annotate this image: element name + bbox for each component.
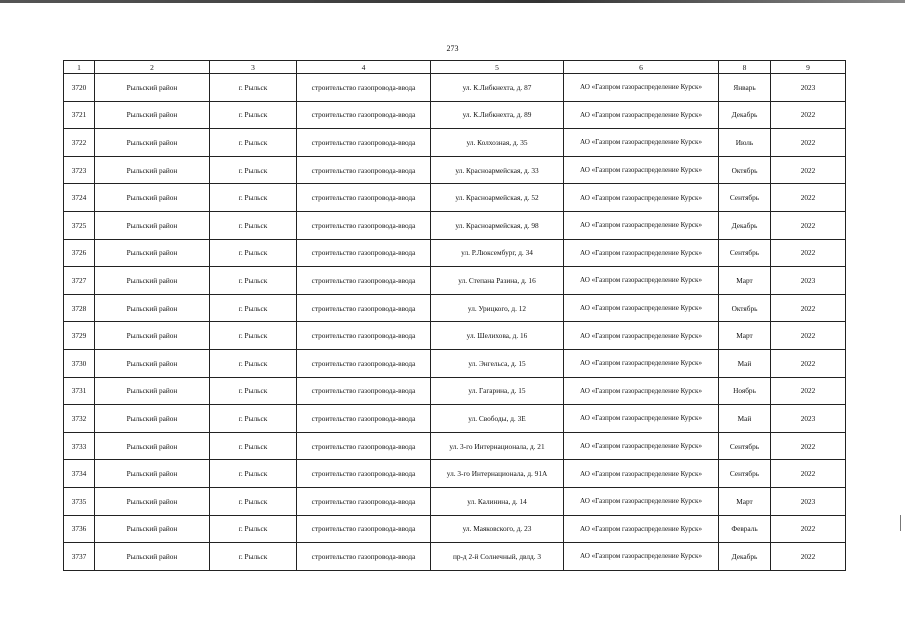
cell-work: строительство газопровода-ввода bbox=[297, 211, 431, 239]
cell-num: 3727 bbox=[64, 267, 95, 295]
cell-address: пр-д 2-й Солнечный, двлд. 3 bbox=[431, 543, 564, 571]
cell-month: Март bbox=[719, 322, 771, 350]
cell-month: Сентябрь bbox=[719, 184, 771, 212]
cell-num: 3723 bbox=[64, 156, 95, 184]
cell-year: 2022 bbox=[771, 377, 846, 405]
cell-address: ул. Степана Разина, д. 16 bbox=[431, 267, 564, 295]
cell-month: Май bbox=[719, 349, 771, 377]
cell-num: 3730 bbox=[64, 349, 95, 377]
col-header-3: 3 bbox=[210, 61, 297, 74]
cell-city: г. Рыльск bbox=[210, 74, 297, 102]
cell-city: г. Рыльск bbox=[210, 487, 297, 515]
cell-year: 2022 bbox=[771, 239, 846, 267]
cell-address: ул. Гагарина, д. 15 bbox=[431, 377, 564, 405]
cell-month: Декабрь bbox=[719, 101, 771, 129]
cell-work: строительство газопровода-ввода bbox=[297, 239, 431, 267]
col-header-6: 6 bbox=[564, 61, 719, 74]
cell-district: Рыльский район bbox=[95, 515, 210, 543]
table-row bbox=[64, 267, 846, 295]
cell-year: 2022 bbox=[771, 543, 846, 571]
cell-year: 2022 bbox=[771, 432, 846, 460]
cell-org: АО «Газпром газораспределение Курск» bbox=[564, 211, 719, 239]
cell-city: г. Рыльск bbox=[210, 543, 297, 571]
cell-district: Рыльский район bbox=[95, 239, 210, 267]
col-header-4: 4 bbox=[297, 61, 431, 74]
cell-city: г. Рыльск bbox=[210, 460, 297, 488]
table-row bbox=[64, 294, 846, 322]
cell-org: АО «Газпром газораспределение Курск» bbox=[564, 487, 719, 515]
cell-work: строительство газопровода-ввода bbox=[297, 156, 431, 184]
cell-district: Рыльский район bbox=[95, 322, 210, 350]
cell-org: АО «Газпром газораспределение Курск» bbox=[564, 432, 719, 460]
cell-org: АО «Газпром газораспределение Курск» bbox=[564, 74, 719, 102]
cell-work: строительство газопровода-ввода bbox=[297, 184, 431, 212]
cell-year: 2022 bbox=[771, 460, 846, 488]
cell-month: Октябрь bbox=[719, 156, 771, 184]
table-row bbox=[64, 74, 846, 102]
cell-work: строительство газопровода-ввода bbox=[297, 405, 431, 433]
table-row bbox=[64, 101, 846, 129]
cell-city: г. Рыльск bbox=[210, 322, 297, 350]
cell-year: 2022 bbox=[771, 294, 846, 322]
table-row bbox=[64, 129, 846, 157]
cell-num: 3722 bbox=[64, 129, 95, 157]
cell-district: Рыльский район bbox=[95, 349, 210, 377]
cell-address: ул. Маяковского, д. 23 bbox=[431, 515, 564, 543]
cell-month: Сентябрь bbox=[719, 460, 771, 488]
cell-year: 2022 bbox=[771, 515, 846, 543]
cell-num: 3729 bbox=[64, 322, 95, 350]
cell-year: 2022 bbox=[771, 322, 846, 350]
cell-address: ул. Энгельса, д. 15 bbox=[431, 349, 564, 377]
cell-num: 3734 bbox=[64, 460, 95, 488]
cell-org: АО «Газпром газораспределение Курск» bbox=[564, 405, 719, 433]
cell-district: Рыльский район bbox=[95, 74, 210, 102]
cell-district: Рыльский район bbox=[95, 211, 210, 239]
cell-work: строительство газопровода-ввода bbox=[297, 487, 431, 515]
cell-org: АО «Газпром газораспределение Курск» bbox=[564, 543, 719, 571]
table-row bbox=[64, 184, 846, 212]
cell-num: 3731 bbox=[64, 377, 95, 405]
col-header-9: 9 bbox=[771, 61, 846, 74]
cell-num: 3726 bbox=[64, 239, 95, 267]
col-header-1: 1 bbox=[64, 61, 95, 74]
cell-num: 3721 bbox=[64, 101, 95, 129]
cell-org: АО «Газпром газораспределение Курск» bbox=[564, 129, 719, 157]
table-row bbox=[64, 543, 846, 571]
cell-year: 2022 bbox=[771, 211, 846, 239]
cell-org: АО «Газпром газораспределение Курск» bbox=[564, 377, 719, 405]
cell-month: Март bbox=[719, 267, 771, 295]
cell-city: г. Рыльск bbox=[210, 377, 297, 405]
cell-city: г. Рыльск bbox=[210, 211, 297, 239]
table-row bbox=[64, 156, 846, 184]
cell-district: Рыльский район bbox=[95, 432, 210, 460]
cell-address: ул. Р.Люксембург, д. 34 bbox=[431, 239, 564, 267]
table-row bbox=[64, 349, 846, 377]
cell-org: АО «Газпром газораспределение Курск» bbox=[564, 460, 719, 488]
cell-month: Март bbox=[719, 487, 771, 515]
cell-year: 2022 bbox=[771, 101, 846, 129]
table-row bbox=[64, 211, 846, 239]
cell-city: г. Рыльск bbox=[210, 101, 297, 129]
cell-work: строительство газопровода-ввода bbox=[297, 294, 431, 322]
table-row bbox=[64, 460, 846, 488]
cell-work: строительство газопровода-ввода bbox=[297, 322, 431, 350]
cell-address: ул. Красноармейская, д. 33 bbox=[431, 156, 564, 184]
cell-address: ул. Красноармейская, д. 98 bbox=[431, 211, 564, 239]
cell-month: Июль bbox=[719, 129, 771, 157]
cell-address: ул. 3-го Интернационала, д. 21 bbox=[431, 432, 564, 460]
cell-work: строительство газопровода-ввода bbox=[297, 377, 431, 405]
register-table bbox=[63, 60, 846, 571]
cell-org: АО «Газпром газораспределение Курск» bbox=[564, 184, 719, 212]
cell-month: Январь bbox=[719, 74, 771, 102]
cell-month: Сентябрь bbox=[719, 239, 771, 267]
cell-work: строительство газопровода-ввода bbox=[297, 460, 431, 488]
cell-city: г. Рыльск bbox=[210, 405, 297, 433]
cell-num: 3733 bbox=[64, 432, 95, 460]
table-row bbox=[64, 487, 846, 515]
cell-org: АО «Газпром газораспределение Курск» bbox=[564, 101, 719, 129]
col-header-5: 5 bbox=[431, 61, 564, 74]
cell-address: ул. К.Либкнехта, д. 87 bbox=[431, 74, 564, 102]
cell-city: г. Рыльск bbox=[210, 432, 297, 460]
cell-address: ул. 3-го Интернационала, д. 91А bbox=[431, 460, 564, 488]
cell-org: АО «Газпром газораспределение Курск» bbox=[564, 515, 719, 543]
cell-district: Рыльский район bbox=[95, 156, 210, 184]
cell-year: 2023 bbox=[771, 405, 846, 433]
cell-org: АО «Газпром газораспределение Курск» bbox=[564, 156, 719, 184]
cell-city: г. Рыльск bbox=[210, 267, 297, 295]
table-row bbox=[64, 322, 846, 350]
cell-city: г. Рыльск bbox=[210, 156, 297, 184]
cell-district: Рыльский район bbox=[95, 129, 210, 157]
cell-year: 2022 bbox=[771, 156, 846, 184]
cell-org: АО «Газпром газораспределение Курск» bbox=[564, 267, 719, 295]
cell-work: строительство газопровода-ввода bbox=[297, 74, 431, 102]
table-row bbox=[64, 405, 846, 433]
cell-month: Декабрь bbox=[719, 211, 771, 239]
cell-city: г. Рыльск bbox=[210, 294, 297, 322]
cell-org: АО «Газпром газораспределение Курск» bbox=[564, 239, 719, 267]
cell-district: Рыльский район bbox=[95, 267, 210, 295]
cell-year: 2023 bbox=[771, 267, 846, 295]
cell-address: ул. Калинина, д. 14 bbox=[431, 487, 564, 515]
cell-city: г. Рыльск bbox=[210, 349, 297, 377]
cell-month: Май bbox=[719, 405, 771, 433]
cell-org: АО «Газпром газораспределение Курск» bbox=[564, 294, 719, 322]
cell-district: Рыльский район bbox=[95, 487, 210, 515]
table-row bbox=[64, 515, 846, 543]
cell-org: АО «Газпром газораспределение Курск» bbox=[564, 349, 719, 377]
header-row bbox=[64, 61, 846, 74]
page-number: 273 bbox=[446, 44, 459, 53]
cell-district: Рыльский район bbox=[95, 184, 210, 212]
cell-work: строительство газопровода-ввода bbox=[297, 432, 431, 460]
cell-year: 2023 bbox=[771, 74, 846, 102]
cell-city: г. Рыльск bbox=[210, 239, 297, 267]
cell-district: Рыльский район bbox=[95, 460, 210, 488]
cell-address: ул. Свободы, д. 3Е bbox=[431, 405, 564, 433]
col-header-2: 2 bbox=[95, 61, 210, 74]
cell-district: Рыльский район bbox=[95, 101, 210, 129]
cell-district: Рыльский район bbox=[95, 543, 210, 571]
cell-num: 3720 bbox=[64, 74, 95, 102]
cell-city: г. Рыльск bbox=[210, 515, 297, 543]
cell-month: Сентябрь bbox=[719, 432, 771, 460]
cell-num: 3736 bbox=[64, 515, 95, 543]
cell-month: Февраль bbox=[719, 515, 771, 543]
cell-org: АО «Газпром газораспределение Курск» bbox=[564, 322, 719, 350]
table-row bbox=[64, 377, 846, 405]
cell-num: 3737 bbox=[64, 543, 95, 571]
cell-district: Рыльский район bbox=[95, 377, 210, 405]
cell-district: Рыльский район bbox=[95, 405, 210, 433]
cell-work: строительство газопровода-ввода bbox=[297, 515, 431, 543]
cell-year: 2023 bbox=[771, 487, 846, 515]
cell-address: ул. Красноармейская, д. 52 bbox=[431, 184, 564, 212]
cell-work: строительство газопровода-ввода bbox=[297, 267, 431, 295]
scan-edge-mark bbox=[900, 515, 903, 531]
cell-month: Декабрь bbox=[719, 543, 771, 571]
cell-work: строительство газопровода-ввода bbox=[297, 543, 431, 571]
cell-num: 3732 bbox=[64, 405, 95, 433]
cell-address: ул. Урицкого, д. 12 bbox=[431, 294, 564, 322]
scan-top-edge bbox=[0, 0, 905, 3]
cell-city: г. Рыльск bbox=[210, 184, 297, 212]
cell-city: г. Рыльск bbox=[210, 129, 297, 157]
cell-work: строительство газопровода-ввода bbox=[297, 101, 431, 129]
cell-month: Октябрь bbox=[719, 294, 771, 322]
cell-year: 2022 bbox=[771, 184, 846, 212]
cell-work: строительство газопровода-ввода bbox=[297, 129, 431, 157]
cell-year: 2022 bbox=[771, 129, 846, 157]
cell-num: 3728 bbox=[64, 294, 95, 322]
table-row bbox=[64, 239, 846, 267]
cell-address: ул. Колхозная, д. 35 bbox=[431, 129, 564, 157]
cell-district: Рыльский район bbox=[95, 294, 210, 322]
table-row bbox=[64, 432, 846, 460]
cell-year: 2022 bbox=[771, 349, 846, 377]
cell-address: ул. Шелихова, д. 16 bbox=[431, 322, 564, 350]
cell-address: ул. К.Либкнехта, д. 89 bbox=[431, 101, 564, 129]
cell-work: строительство газопровода-ввода bbox=[297, 349, 431, 377]
cell-num: 3724 bbox=[64, 184, 95, 212]
col-header-8: 8 bbox=[719, 61, 771, 74]
cell-num: 3725 bbox=[64, 211, 95, 239]
cell-num: 3735 bbox=[64, 487, 95, 515]
cell-month: Ноябрь bbox=[719, 377, 771, 405]
